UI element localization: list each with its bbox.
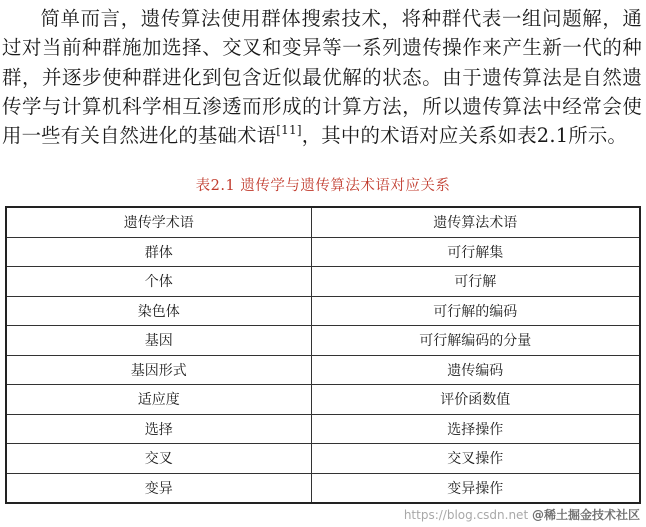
ga-term-cell: 交叉操作 [311,444,640,474]
ga-term-cell: 遗传编码 [311,355,640,385]
genetics-term-cell: 选择 [6,414,311,444]
ga-term-cell: 选择操作 [311,414,640,444]
table-caption: 表2.1 遗传学与遗传算法术语对应关系 [195,178,451,194]
genetics-term-cell: 基因 [6,326,311,356]
paragraph-line: 简单而言，遗传算法使用群体搜索技术，将种群代表一组问题 [40,7,583,30]
watermark-label: @稀土掘金技术社区 [531,508,640,522]
paragraph-line: 解，通过对当前种群施加选择、交叉和变异等一系列遗传操作来产生 [2,7,642,60]
paragraph-line: ，其中的术语 [301,124,420,148]
header-ga-term: 遗传算法术语 [311,207,640,237]
table-header-row [6,207,640,237]
paragraph-line: 遗传算法中经常会使用一些有关自然进化的基础术语 [2,94,642,148]
body-paragraph [2,4,642,150]
genetics-term-cell: 个体 [6,267,311,297]
genetics-term-cell: 交叉 [6,444,311,474]
ga-term-cell: 可行解 [311,267,640,297]
ga-term-cell: 可行解集 [311,237,640,267]
genetics-term-cell: 群体 [6,237,311,267]
table-row [6,385,640,415]
header-genetics-term: 遗传学术语 [6,207,311,237]
ga-term-cell: 评价函数值 [311,385,640,415]
genetics-term-cell: 基因形式 [6,355,311,385]
paragraph-line: 新一代的种群，并逐步使种群进化到包含近似最优解的状态。由于遗 [2,36,643,89]
paragraph-line: 对应关系如表2.1所示。 [419,124,628,148]
table-row [6,414,640,444]
paragraph-line: 传算法是自然遗传学与计算机科学相互渗透而形成的计算方法，所以 [2,65,642,118]
citation-reference[interactable]: [11] [276,123,302,138]
table-row [6,355,640,385]
genetics-term-cell: 适应度 [6,385,311,415]
ga-term-cell: 变异操作 [311,473,640,503]
table-row [6,444,640,474]
ga-term-cell: 可行解编码的分量 [311,326,640,356]
table-row [6,473,640,503]
table-row [6,267,640,297]
terminology-table [5,206,641,504]
table-row [6,296,640,326]
genetics-term-cell: 染色体 [6,296,311,326]
watermark [404,506,640,523]
table-row [6,326,640,356]
table-row [6,237,640,267]
watermark-url: https://blog.csdn.net [403,508,529,522]
ga-term-cell: 可行解的编码 [311,296,640,326]
genetics-term-cell: 变异 [6,473,311,503]
